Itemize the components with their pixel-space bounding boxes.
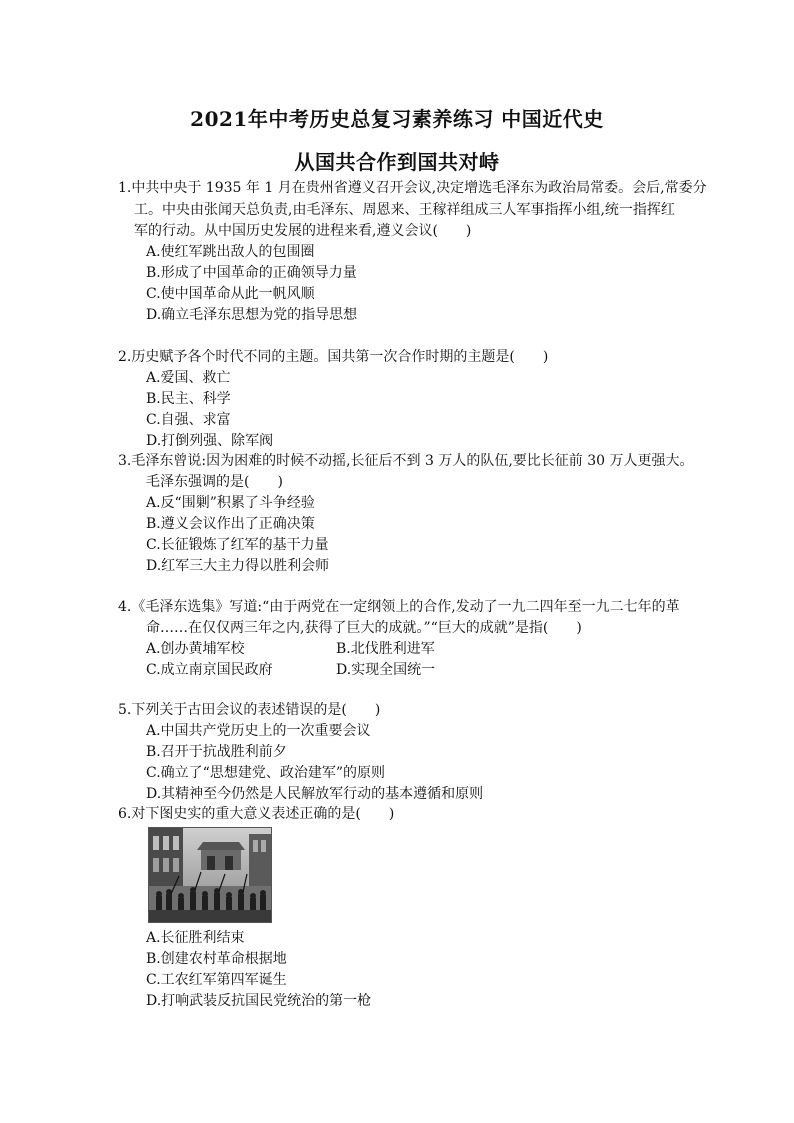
question-4-option-b: B.北伐胜利进军 (336, 641, 435, 657)
question-1-option-d: D.确立毛泽东思想为党的指导思想 (146, 307, 358, 323)
question-1-option-b: B.形成了中国革命的正确领导力量 (146, 265, 357, 281)
question-2-option-d: D.打倒列强、除军阀 (146, 433, 274, 449)
question-1-line-3: 军的行动。从中国历史发展的进程来看,遵义会议( ) (134, 223, 472, 239)
question-5-option-a: A.中国共产党历史上的一次重要会议 (146, 723, 371, 739)
question-3-line-2: 毛泽东强调的是( ) (146, 474, 283, 490)
question-5-option-b: B.召开于抗战胜利前夕 (146, 744, 287, 760)
question-3-option-d: D.红军三大主力得以胜利会师 (146, 558, 330, 574)
question-4-line-1: 4.《毛泽东选集》写道:“由于两党在一定纲领上的合作,发动了一九二四年至一九二七年的革 (118, 599, 680, 615)
question-4-option-c: C.成立南京国民政府 (146, 662, 273, 678)
page-title: 2021年中考历史总复习素养练习 中国近代史 (190, 107, 604, 131)
question-6-option-c: C.工农红军第四军诞生 (146, 972, 287, 988)
question-6-option-d: D.打响武装反抗国民党统治的第一枪 (146, 993, 372, 1009)
question-5-option-d: D.其精神至今仍然是人民解放军行动的基本遵循和原则 (146, 786, 484, 802)
question-1-option-c: C.使中国革命从此一帆风顺 (146, 286, 315, 302)
question-2-option-a: A.爱国、救亡 (146, 370, 231, 386)
question-1-line-1: 1.中共中央于 1935 年 1 月在贵州省遵义召开会议,决定增选毛泽东为政治局常委。会后,常委分 (118, 180, 707, 196)
question-3-line-1: 3.毛泽东曾说:因为困难的时候不动摇,长征后不到 3 万人的队伍,要比长征前 30 万人更强大。 (118, 453, 694, 469)
question-2-option-c: C.自强、求富 (146, 412, 231, 428)
question-2-option-b: B.民主、科学 (146, 391, 231, 407)
question-3-option-b: B.遵义会议作出了正确决策 (146, 516, 315, 532)
question-4-option-a: A.创办黄埔军校 (146, 641, 245, 657)
question-6-option-a: A.长征胜利结束 (146, 930, 245, 946)
page-subtitle: 从国共合作到国共对峙 (294, 150, 500, 174)
question-2-line-1: 2.历史赋予各个时代不同的主题。国共第一次合作时期的主题是( ) (118, 349, 549, 365)
question-4-line-2: 命……在仅仅两三年之内,获得了巨大的成就。”“巨大的成就”是指( ) (146, 620, 582, 636)
question-3-option-a: A.反“围剿”积累了斗争经验 (146, 495, 315, 511)
question-6-line-1: 6.对下图史实的重大意义表述正确的是( ) (118, 806, 395, 822)
question-4-option-d: D.实现全国统一 (336, 662, 436, 678)
question-3-option-c: C.长征锻炼了红军的基干力量 (146, 537, 329, 553)
question-5-line-1: 5.下列关于古田会议的表述错误的是( ) (118, 702, 381, 718)
question-1-line-2: 工。中央由张闻天总负责,由毛泽东、周恩来、王稼祥组成三人军事指挥小组,统一指挥红 (134, 202, 675, 218)
question-1-option-a: A.使红军跳出敌人的包围圈 (146, 244, 315, 260)
historical-photo-image (149, 828, 271, 922)
question-5-option-c: C.确立了“思想建党、政治建军”的原则 (146, 765, 385, 781)
historical-photo-figure (148, 827, 272, 923)
question-6-option-b: B.创建农村革命根据地 (146, 951, 287, 967)
